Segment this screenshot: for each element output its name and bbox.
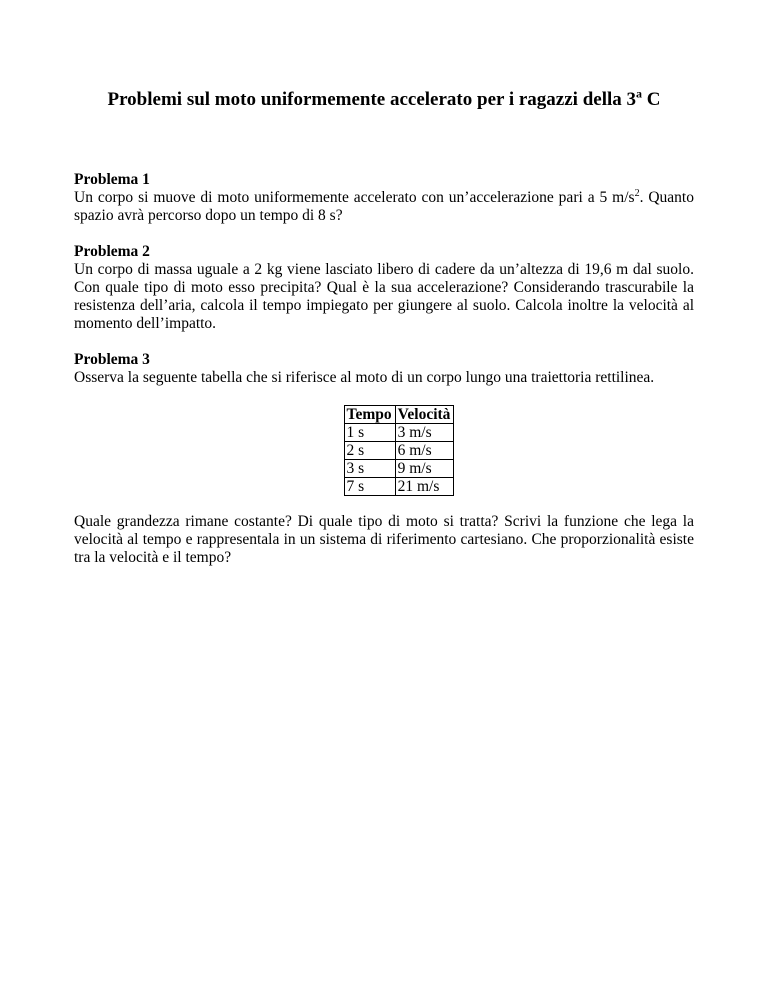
problem-1-superscript: 2 xyxy=(634,187,640,199)
table-cell-velocita: 3 m/s xyxy=(395,424,454,442)
problem-3-title: Problema 3 xyxy=(74,351,150,368)
velocity-table xyxy=(344,405,455,496)
table-cell-tempo: 3 s xyxy=(344,460,395,478)
table-row xyxy=(344,478,454,496)
title-superscript: a xyxy=(636,86,643,101)
table-cell-tempo: 2 s xyxy=(344,442,395,460)
table-header-row xyxy=(344,406,454,424)
problem-1-text-after: . Quanto spazio avrà percorso dopo un tempo di 8 s? xyxy=(74,189,694,224)
problem-3-questions: Quale grandezza rimane costante? Di quale tipo di moto si tratta? Scrivi la funzione che lega la velocità al tempo e rappresentala in un sistema di riferimento cartesiano. Che proporzionalità esiste tra la velocità e il tempo? xyxy=(74,513,694,566)
problem-1-text-before: Un corpo si muove di moto uniformemente accelerato con un’accelerazione pari a 5 m/s xyxy=(74,189,635,206)
table-cell-velocita: 9 m/s xyxy=(395,460,454,478)
problem-2-text: Un corpo di massa uguale a 2 kg viene lasciato libero di cadere da un’altezza di 19,6 m dal suolo. Con quale tipo di moto esso precipita? Qual è la sua accelerazione? Considerando trascurabile la resistenza dell’aria, calcola il tempo impiegato per giungere al suolo. Calcola inoltre la velocità al momento dell’impatto. xyxy=(74,261,694,332)
table-row xyxy=(344,424,454,442)
table-cell-tempo: 1 s xyxy=(344,424,395,442)
problem-3 xyxy=(74,351,694,567)
problem-2-title: Problema 2 xyxy=(74,243,150,260)
problem-1-title: Problema 1 xyxy=(74,171,150,188)
table-header-tempo: Tempo xyxy=(344,406,395,424)
title-main-text: Problemi sul moto uniformemente accelerato per i ragazzi della 3 xyxy=(107,89,637,110)
table-cell-tempo: 7 s xyxy=(344,478,395,496)
problem-1 xyxy=(74,171,694,225)
problem-1-text xyxy=(74,189,694,225)
document-content xyxy=(74,171,694,585)
title-end-text: C xyxy=(642,89,661,110)
problem-2 xyxy=(74,243,694,333)
document-title xyxy=(0,88,768,112)
table-row xyxy=(344,460,454,478)
problem-3-intro: Osserva la seguente tabella che si riferisce al moto di un corpo lungo una traiettoria rettilinea. xyxy=(74,369,655,386)
table-cell-velocita: 6 m/s xyxy=(395,442,454,460)
table-header-velocita: Velocità xyxy=(395,406,454,424)
velocity-table-wrapper xyxy=(74,405,694,496)
table-row xyxy=(344,442,454,460)
table-cell-velocita: 21 m/s xyxy=(395,478,454,496)
